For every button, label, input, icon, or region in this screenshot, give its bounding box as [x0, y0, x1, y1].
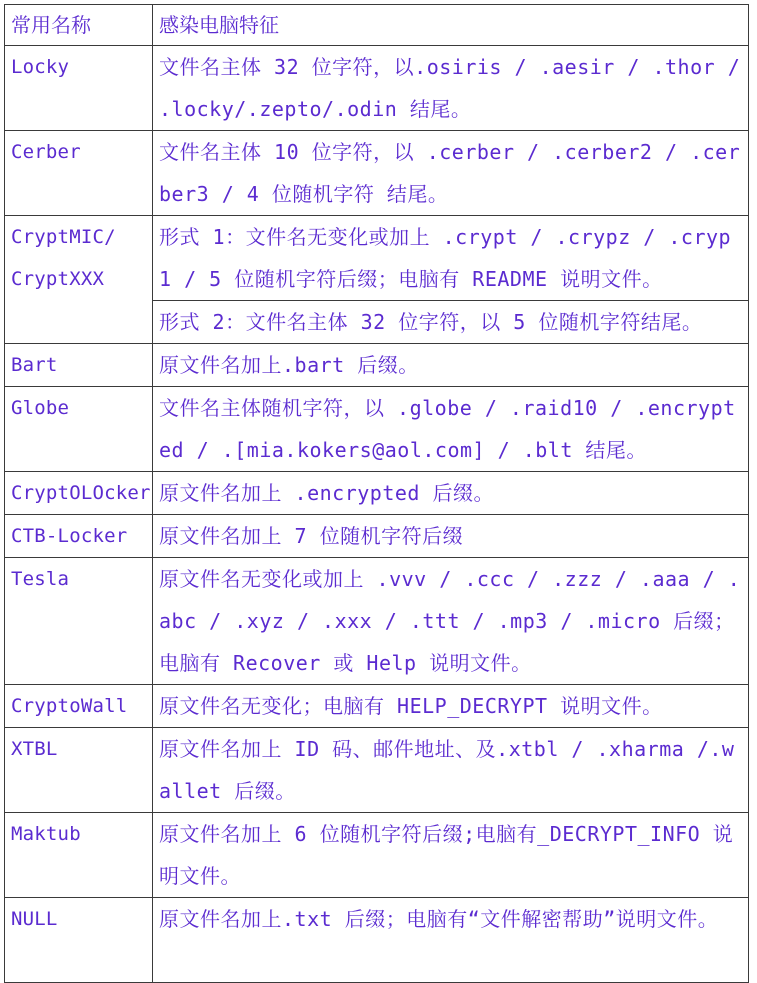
table-row	[5, 216, 749, 301]
ransomware-name: XTBL	[5, 728, 153, 813]
infection-feature: 文件名主体 32 位字符，以.osiris / .aesir / .thor / .locky/.zepto/.odin 结尾。	[153, 46, 749, 131]
table-row	[5, 685, 749, 728]
infection-feature: 原文件名加上.txt 后缀；电脑有“文件解密帮助”说明文件。	[153, 898, 749, 983]
infection-feature: 原文件名加上 6 位随机字符后缀;电脑有_DECRYPT_INFO 说明文件。	[153, 813, 749, 898]
ransomware-name: CryptoWall	[5, 685, 153, 728]
table-row	[5, 898, 749, 983]
infection-feature: 原文件名加上 7 位随机字符后缀	[153, 515, 749, 558]
infection-feature: 原文件名加上 ID 码、邮件地址、及.xtbl / .xharma /.wallet 后缀。	[153, 728, 749, 813]
table-row	[5, 728, 749, 813]
infection-feature: 原文件名加上.bart 后缀。	[153, 344, 749, 387]
table-row	[5, 472, 749, 515]
infection-feature: 形式 2：文件名主体 32 位字符，以 5 位随机字符结尾。	[153, 301, 749, 344]
table-row	[5, 131, 749, 216]
ransomware-name: Maktub	[5, 813, 153, 898]
ransomware-name: NULL	[5, 898, 153, 983]
ransomware-name: Cerber	[5, 131, 153, 216]
ransomware-name: Globe	[5, 387, 153, 472]
table-header-row	[5, 5, 749, 46]
ransomware-name: Tesla	[5, 558, 153, 685]
ransomware-name: Bart	[5, 344, 153, 387]
infection-feature: 原文件名加上 .encrypted 后缀。	[153, 472, 749, 515]
ransomware-name: CTB-Locker	[5, 515, 153, 558]
header-infection-feature: 感染电脑特征	[153, 5, 749, 46]
infection-feature: 文件名主体随机字符，以 .globe / .raid10 / .encrypted / .[mia.kokers@aol.com] / .blt 结尾。	[153, 387, 749, 472]
infection-feature: 原文件名无变化或加上 .vvv / .ccc / .zzz / .aaa / .abc / .xyz / .xxx / .ttt / .mp3 / .micro 后缀；电脑有 Recover 或 Help 说明文件。	[153, 558, 749, 685]
infection-feature: 文件名主体 10 位字符，以 .cerber / .cerber2 / .cerber3 / 4 位随机字符 结尾。	[153, 131, 749, 216]
ransomware-name: CryptOLOcker	[5, 472, 153, 515]
infection-feature: 原文件名无变化；电脑有 HELP_DECRYPT 说明文件。	[153, 685, 749, 728]
table-row	[5, 813, 749, 898]
table-row	[5, 515, 749, 558]
table-row	[5, 46, 749, 131]
infection-feature: 形式 1：文件名无变化或加上 .crypt / .crypz / .cryp1 / 5 位随机字符后缀；电脑有 README 说明文件。	[153, 216, 749, 301]
table-row	[5, 558, 749, 685]
ransomware-table	[4, 4, 749, 983]
table-row	[5, 387, 749, 472]
table-row	[5, 344, 749, 387]
ransomware-name: CryptMIC/ CryptXXX	[5, 216, 153, 344]
header-common-name: 常用名称	[5, 5, 153, 46]
ransomware-name: Locky	[5, 46, 153, 131]
